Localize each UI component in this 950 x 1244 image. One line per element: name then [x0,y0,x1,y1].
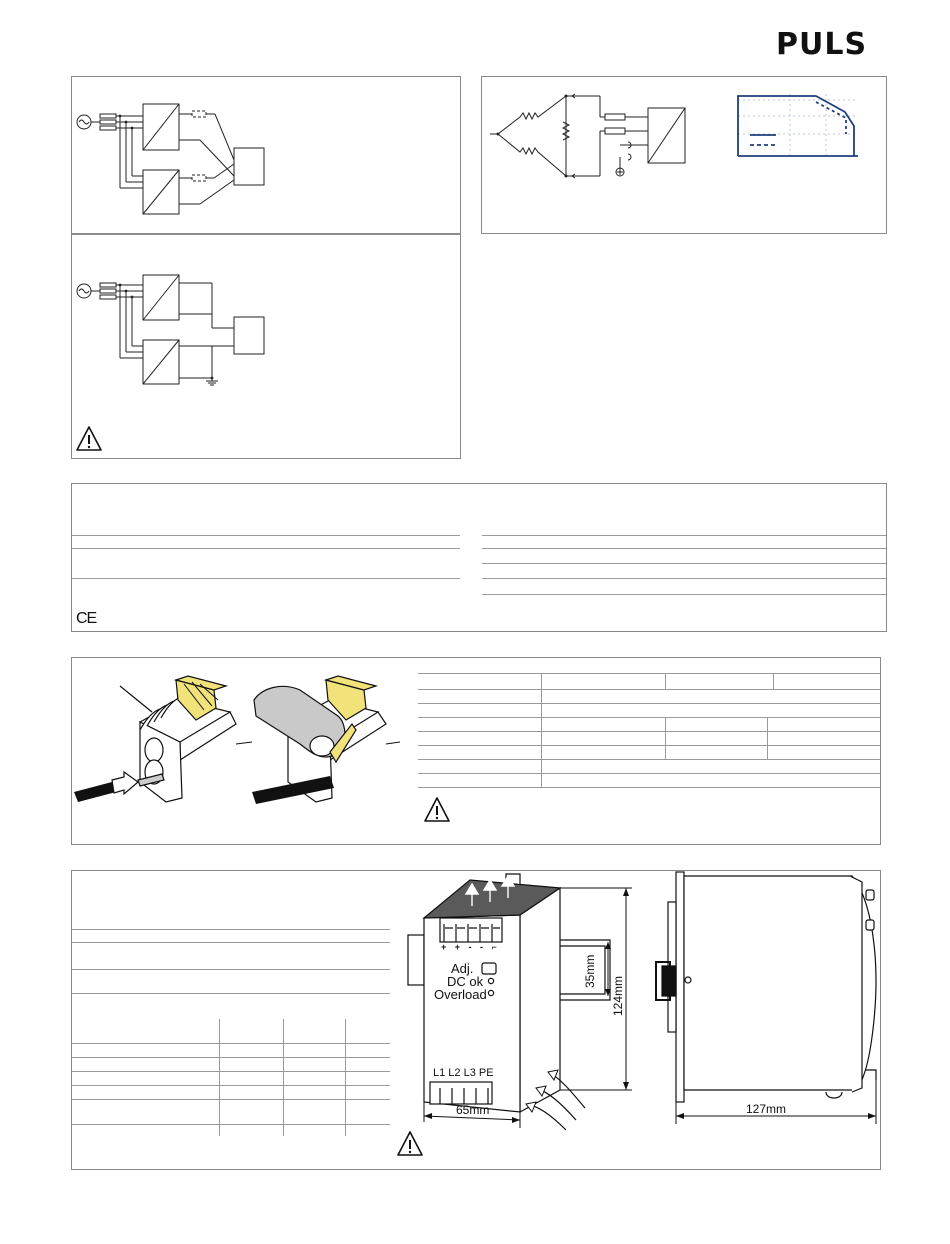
dc-ok-label: DC ok [447,974,484,989]
puls-logo: PULS [776,27,868,62]
width-dimension-label: 65mm [456,1103,490,1117]
depth-dimension-label: 127mm [746,1102,787,1116]
input-terminal-labels: L1 L2 L3 PE [433,1067,494,1079]
output-terminal-marks: + + - - ⌐ [441,942,500,952]
rail-dimension-label: 35mm [583,954,597,988]
ce-mark: CE [76,610,97,627]
adj-label: Adj. [451,961,474,976]
overload-label: Overload [434,987,487,1002]
height-dimension-label: 124mm [611,975,625,1016]
